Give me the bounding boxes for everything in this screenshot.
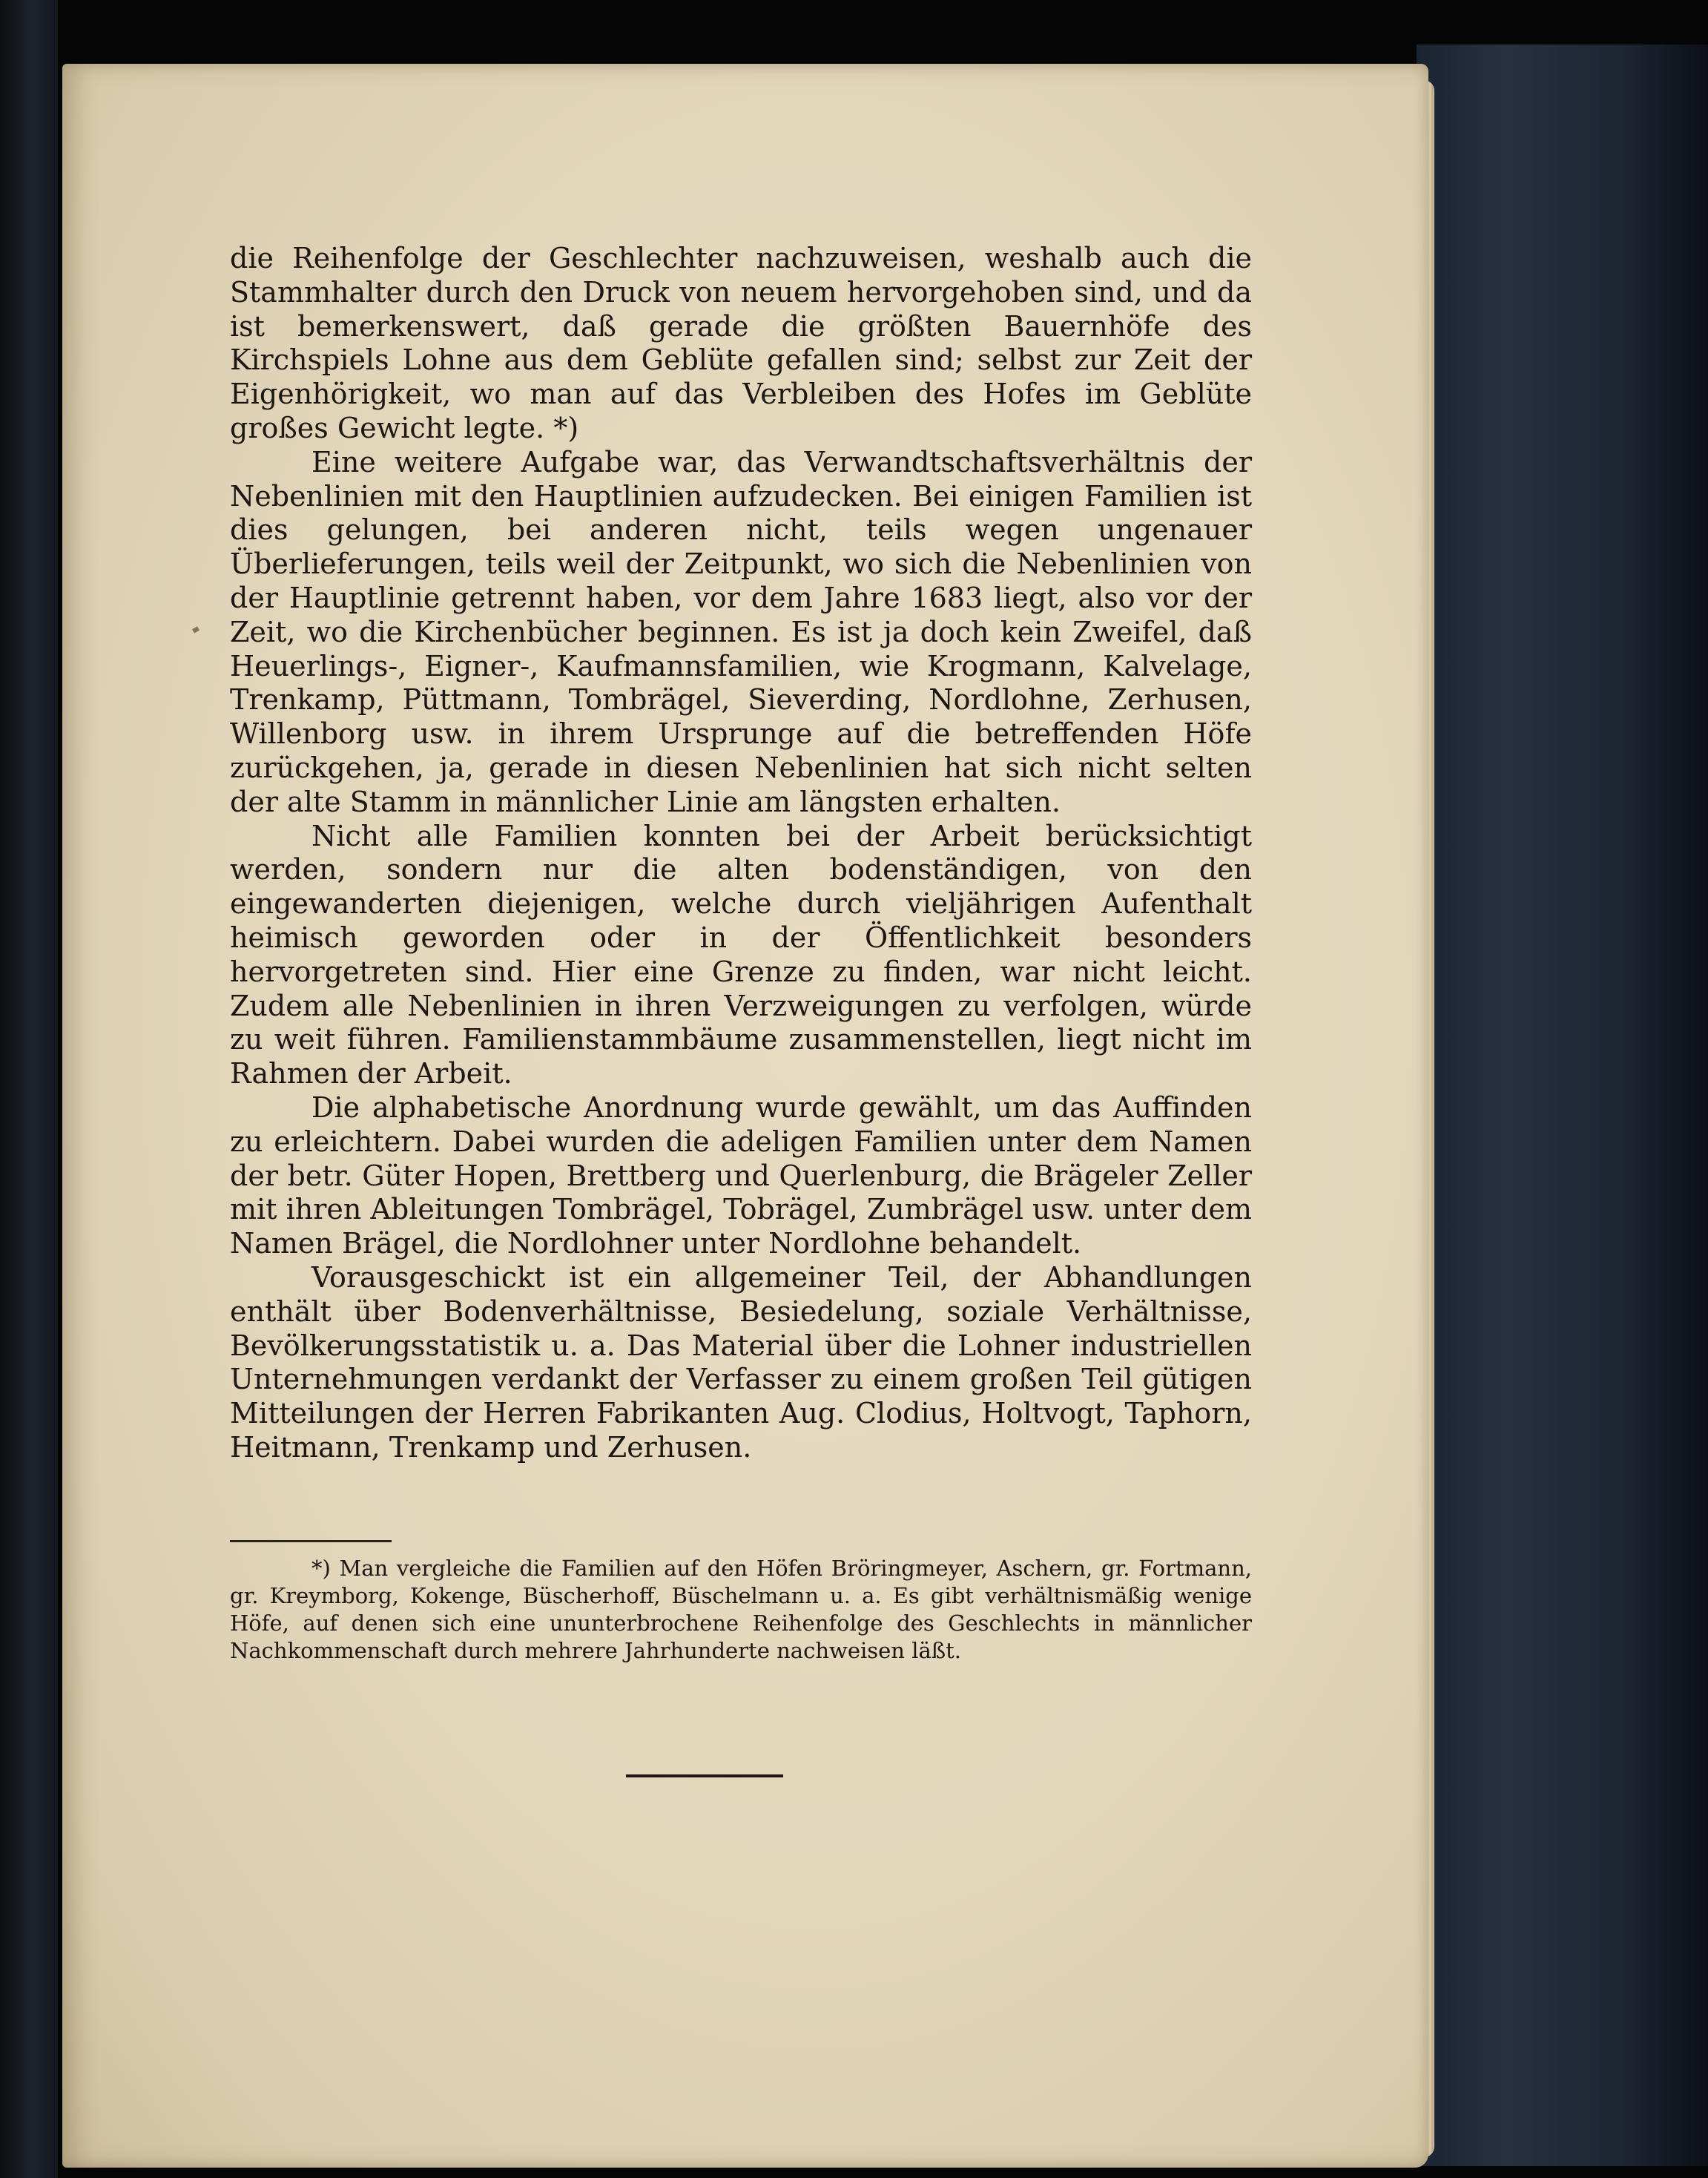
end-of-section-rule (626, 1774, 783, 1777)
paragraph-1: die Reihenfolge der Geschlechter nachzuweisen, weshalb auch die Stammhalter durch den Druck von neuem hervorgehoben sind, und da ist bemerkenswert, daß gerade die größten Bauernhöfe des Kirchspiels Lohne aus dem Geblüte gefallen sind; selbst zur Zeit der Eigenhörigkeit, wo man auf das Verbleiben des Hofes im Geblüte großes Gewicht legte. *) (230, 242, 1252, 444)
page-blemish (192, 626, 200, 633)
book-cover-edge (1417, 45, 1708, 2166)
footnote: *) Man vergleiche die Familien auf den Höfen Bröringmeyer, Aschern, gr. Fortmann, gr. Kreymborg, Kokenge, Büscherhoff, Büschelmann u. a. Es gibt verhältnismäßig wenige Höfe, auf denen sich eine ununterbrochene Reihenfolge des Geschlechts in männlicher Nachkommenschaft durch mehrere Jahrhunderte nachweisen läßt. (230, 1556, 1252, 1663)
book-page (62, 64, 1428, 2168)
paragraph-4: Die alphabetische Anordnung wurde gewählt, um das Auffinden zu erleichtern. Dabei wurden die adeligen Familien unter dem Namen der betr. Güter Hopen, Brettberg und Querlenburg, die Brägeler Zeller mit ihren Ableitungen Tombrägel, Tobrägel, Zumbrägel usw. unter dem Namen Brägel, die Nordlohner unter Nordlohne behandelt. (230, 1090, 1252, 1260)
paragraph-2: Eine weitere Aufgabe war, das Verwandtschaftsverhältnis der Nebenlinien mit den Hauptlinien aufzudecken. Bei einigen Familien ist dies gelungen, bei anderen nicht, teils wegen ungenauer Überlieferungen, teils weil der Zeitpunkt, wo sich die Nebenlinien von der Hauptlinie getrennt haben, vor dem Jahre 1683 liegt, also vor der Zeit, wo die Kirchenbücher beginnen. Es ist ja doch kein Zweifel, daß Heuerlings-, Eigner-, Kaufmannsfamilien, wie Krogmann, Kalvelage, Trenkamp, Püttmann, Tombrägel, Sieverding, Nordlohne, Zerhusen, Willenborg usw. in ihrem Ursprunge auf die betreffenden Höfe zurückgehen, ja, gerade in diesen Nebenlinien hat sich nicht selten der alte Stamm in männlicher Linie am längsten erhalten. (230, 445, 1252, 818)
book-binding-left (0, 0, 58, 2178)
paragraph-5: Vorausgeschickt ist ein allgemeiner Teil, der Abhandlungen enthält über Bodenverhältnisse, Besiedelung, soziale Verhältnisse, Bevölkerungsstatistik u. a. Das Material über die Lohner industriellen Unternehmungen verdankt der Verfasser zu einem großen Teil gütigen Mitteilungen der Herren Fabrikanten Aug. Clodius, Holtvogt, Taphorn, Heitmann, Trenkamp und Zerhusen. (230, 1260, 1252, 1464)
body-text (230, 242, 1252, 1465)
footnote-separator (230, 1540, 392, 1542)
paragraph-3: Nicht alle Familien konnten bei der Arbeit berücksichtigt werden, sondern nur die alten bodenständigen, von den eingewanderten diejenigen, welche durch vieljährigen Aufenthalt heimisch geworden oder in der Öffentlichkeit besonders hervorgetreten sind. Hier eine Grenze zu finden, war nicht leicht. Zudem alle Nebenlinien in ihren Verzweigungen zu verfolgen, würde zu weit führen. Familienstammbäume zusammenstellen, liegt nicht im Rahmen der Arbeit. (230, 819, 1252, 1090)
